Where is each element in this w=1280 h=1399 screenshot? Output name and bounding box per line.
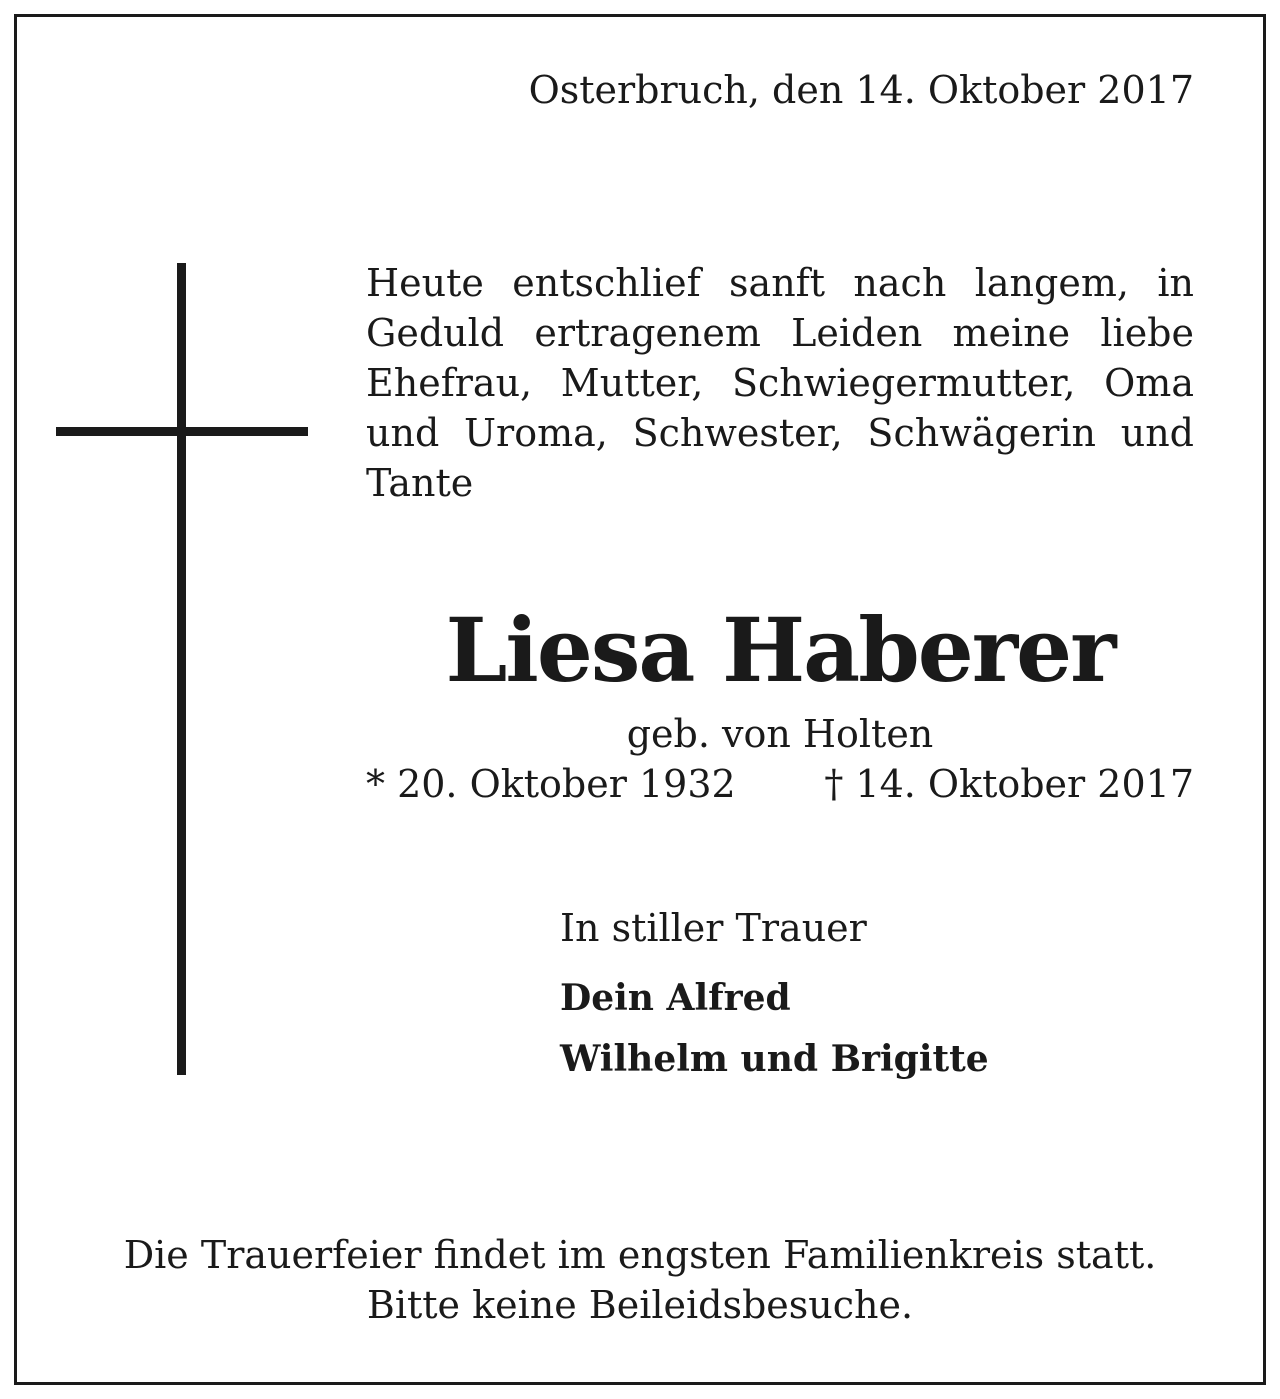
deceased-name: Liesa Haberer xyxy=(445,598,1115,702)
death-date: † 14. Oktober 2017 xyxy=(824,762,1194,806)
cross-icon-crossbar xyxy=(56,427,308,436)
intro-text: Heute entschlief sanft nach langem, in Geduld ertragenem Leiden meine liebe Ehefrau, Mutter, Schwiegermutter, Oma und Uroma, Schwester, Schwägerin und Tante xyxy=(366,261,1194,505)
mourning-heading: In stiller Trauer xyxy=(560,906,867,950)
cross-icon xyxy=(177,263,186,1075)
mourner-name: Wilhelm und Brigitte xyxy=(560,1038,989,1080)
funeral-notice-line: Bitte keine Beileidsbesuche. xyxy=(366,1283,914,1327)
mourner-name: Dein Alfred xyxy=(560,977,791,1019)
funeral-notice-line: Die Trauerfeier findet im engsten Familienkreis statt. xyxy=(123,1233,1157,1277)
maiden-name: geb. von Holten xyxy=(626,712,934,756)
funeral-notice xyxy=(40,1230,1240,1330)
place-date: Osterbruch, den 14. Oktober 2017 xyxy=(528,68,1194,112)
birth-date: * 20. Oktober 1932 xyxy=(366,762,736,806)
